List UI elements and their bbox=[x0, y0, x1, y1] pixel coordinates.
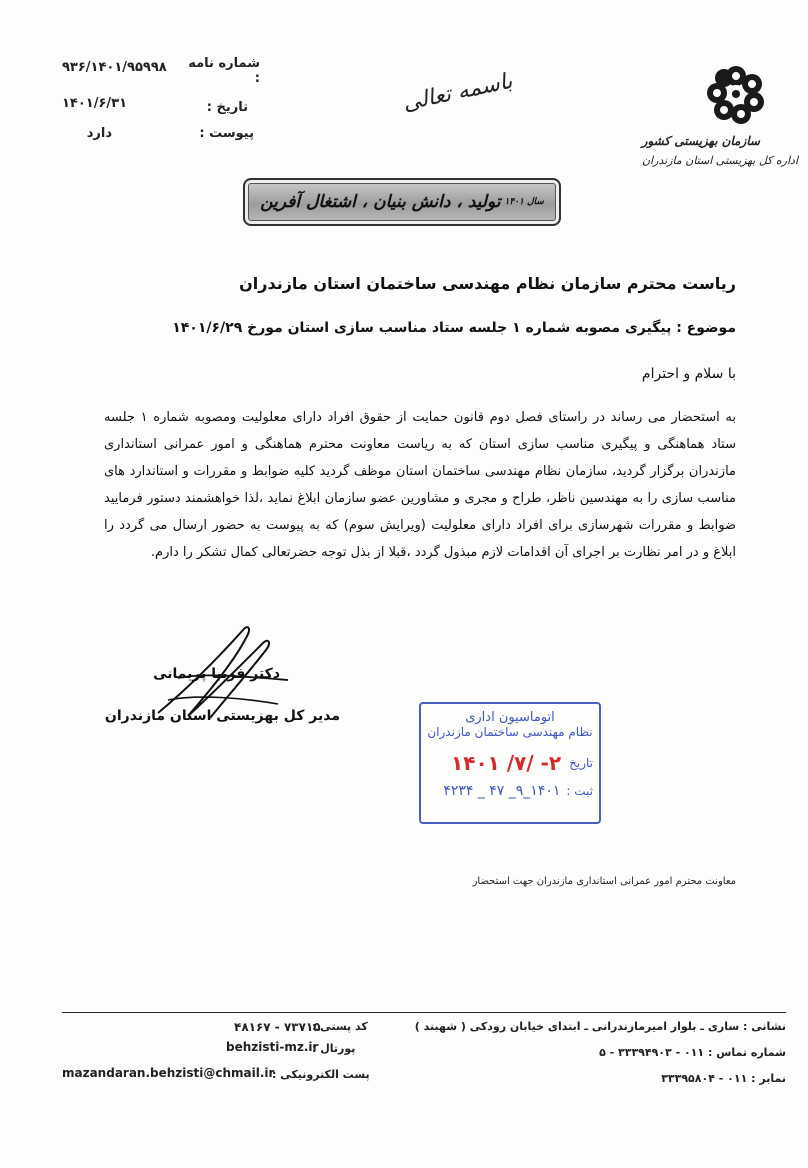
address-label: نشانی : bbox=[743, 1020, 786, 1033]
postal-code-label: کد پستی : bbox=[312, 1020, 368, 1033]
organization-logo bbox=[704, 62, 768, 126]
footer-divider bbox=[62, 1012, 786, 1013]
letter-greeting: با سلام و احترام bbox=[641, 366, 736, 382]
letter-subject: موضوع : پیگیری مصوبه شماره ۱ جلسه ستاد مناسب سازی استان مورخ ۱۴۰۱/۶/۲۹ bbox=[172, 320, 736, 336]
letter-number-value: ۹۳۶/۱۴۰۱/۹۵۹۹۸ bbox=[62, 60, 167, 75]
fax-value: ۰۱۱ - ۳۳۳۹۵۸۰۴ bbox=[661, 1072, 748, 1085]
slogan-banner bbox=[243, 178, 561, 226]
signatory-title: مدیر کل بهزیستی استان مازندران bbox=[104, 708, 340, 724]
organization-name: سازمان بهزیستی کشور bbox=[641, 134, 760, 148]
invocation-calligraphy: باسمه تعالی bbox=[400, 68, 515, 117]
stamp-date-value: ۱۴۰۱ /۷/ -۲ bbox=[451, 751, 562, 775]
letter-recipient: ریاست محترم سازمان نظام مهندسی ساختمان استان مازندران bbox=[239, 274, 736, 293]
carbon-copy-note: معاونت محترم امور عمرانی استانداری مازندران جهت استحضار bbox=[472, 876, 736, 887]
organization-department: اداره کل بهزیستی استان مازندران bbox=[641, 154, 798, 167]
phone-value: ۰۱۱ - ۳۳۳۹۴۹۰۳ - ۵ bbox=[599, 1046, 705, 1059]
stamp-automation-line: اتوماسیون اداری bbox=[465, 710, 555, 725]
address-value: ساری ـ بلوار امیرمازندرانی ـ ابتدای خیابان رودکی ( شهبند ) bbox=[414, 1020, 740, 1033]
receipt-stamp bbox=[419, 702, 601, 824]
stamp-registration-label: ثبت : bbox=[566, 784, 593, 798]
stamp-org-line: نظام مهندسی ساختمان مازندران bbox=[427, 725, 593, 739]
portal-label: پورتال : bbox=[312, 1042, 356, 1055]
slogan-year-tag: سال ۱۴۰۱ bbox=[504, 197, 544, 207]
date-value: ۱۴۰۱/۶/۳۱ bbox=[62, 96, 128, 111]
fax-label: نمابر : bbox=[751, 1072, 786, 1085]
attachment-label: پیوست : bbox=[199, 126, 254, 141]
footer-fax bbox=[661, 1072, 786, 1085]
stamp-registration-value: ۴۲۳۴ _ ۴۷ _۹_۱۴۰۱ bbox=[443, 783, 561, 799]
portal-link[interactable]: behzisti-mz.ir bbox=[226, 1040, 319, 1054]
phone-label: شماره تماس : bbox=[707, 1046, 786, 1059]
email-label: پست الکترونیکی : bbox=[272, 1068, 370, 1081]
letter-number-label: شماره نامه : bbox=[188, 56, 260, 86]
flower-logo-icon bbox=[704, 62, 768, 126]
footer-phone bbox=[599, 1046, 786, 1059]
signatory-name: دکتر فریبا پریمانی bbox=[153, 666, 280, 682]
footer-address bbox=[415, 1020, 786, 1033]
stamp-date-label: تاریخ bbox=[569, 756, 593, 770]
date-label: تاریخ : bbox=[206, 100, 248, 115]
letter-body-text: به استحضار می رساند در راستای فصل دوم قانون حمایت از حقوق افراد دارای معلولیت ومصوبه شماره ۱ جلسه ستاد هماهنگی و پیگیری مناسب سازی استان که به ریاست معاونت محترم هماهنگی و امور عمرانی استانداری مازندران برگزار گردید، سازمان نظام مهندسی ساختمان استان موظف گردید کلیه ضوابط و مقررات و استاندارد های مناسب سازی را به مهندسین ناظر، طراح و مجری و مشاورین عضو سازمان ابلاغ نماید ،لذا خواهشمند دستور فرمایید ضوابط و مقررات شهرسازی برای افراد دارای معلولیت (ویرایش سوم) که به پیوست به حضور ارسال می گردد را ابلاغ و در امر نظارت بر اجرای آن اقدامات لازم مبذول گردد ،قبلا از بذل توجه حضرتعالی کمال تشکر را دارم. bbox=[104, 410, 737, 560]
attachment-value: دارد bbox=[86, 126, 112, 141]
email-link[interactable]: mazandaran.behzisti@chmail.ir bbox=[62, 1066, 275, 1080]
slogan-text: تولید ، دانش بنیان ، اشتغال آفرین bbox=[260, 192, 501, 212]
postal-code-value: ۴۸۱۶۷ - ۷۳۷۱۵ bbox=[234, 1020, 321, 1034]
